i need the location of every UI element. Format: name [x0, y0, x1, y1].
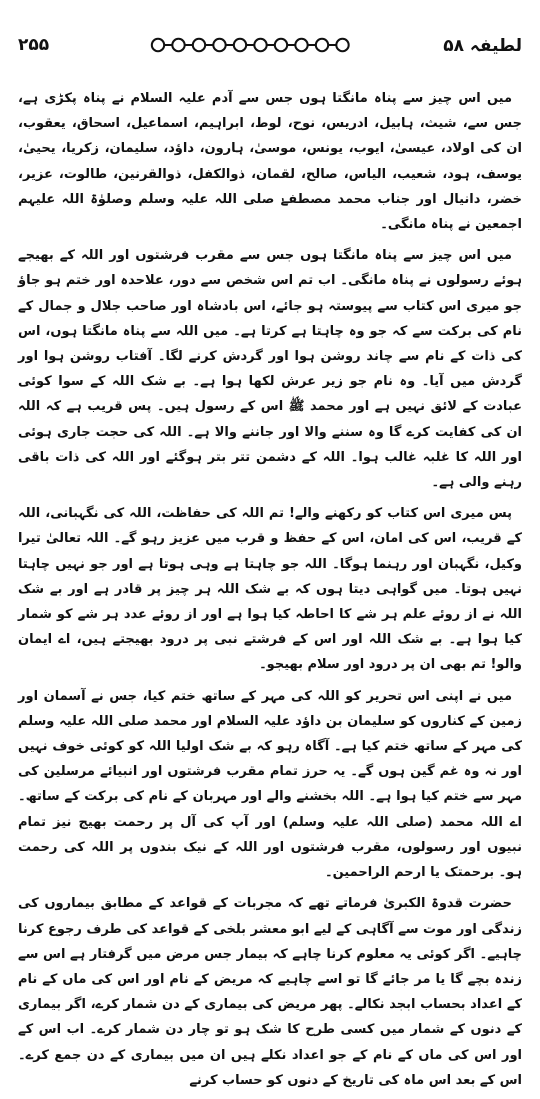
page-number: ۲۵۵: [18, 35, 50, 55]
ornament-chain-icon: [150, 37, 360, 53]
ornament-ring: [152, 39, 164, 51]
ornament-ring: [213, 39, 225, 51]
paragraph: پس میری اس کتاب کو رکھنے والے! تم اللہ کی حفاظت، اللہ کی نگہبانی، اللہ کے قریب، اس کی امان، اس کے حفظ و قرب میں عزیز رہو گے۔ اللہ تعالیٰ تیرا وکیل، نگہبان اور رہنما ہوگا۔ اللہ جو چاہتا ہے وہی ہوتا ہے اور جو نہیں چاہتا نہیں ہوتا۔ میں گواہی دیتا ہوں کہ بے شک اللہ ہر چیز پر قادر ہے اور بے شک اللہ نے از روئے علم ہر شے کا احاطہ کیا ہوا ہے اور از روئے عدد ہر شے کو شمار کیا ہوا ہے۔ بے شک اللہ اور اس کے فرشتے نبی پر درود بھیجتے ہیں، اے ایمان والو! تم بھی ان پر درود اور سلام بھیجو۔: [18, 506, 522, 673]
ornament-ring: [254, 39, 266, 51]
ornament-ring: [193, 39, 205, 51]
paragraph: میں اس چیز سے پناہ مانگتا ہوں جس سے مقرب فرشتوں اور اللہ کے بھیجے ہوئے رسولوں نے پناہ مانگی۔ اب تم اس شخص سے دور، علاحدہ اور ختم ہو جاؤ جو میری اس کتاب سے پیوستہ ہو جائے، اس بادشاہ اور صاحب جلال و جمال کے نام کی برکت سے کہ جو وہ چاہتا ہے کرتا ہے۔ میں اللہ سے پناہ مانگتا ہوں، اس کی ذات کے نام سے چاند روشن ہوا اور گردش کرنے لگا۔ آفتاب روشن ہوا اور گردش میں آیا۔ وہ نام جو زیر عرش لکھا ہوا ہے۔ بے شک اللہ کے سوا کوئی عبادت کے لائق نہیں ہے اور محمد ﷺ اس کے رسول ہیں۔ پس قریب ہے کہ اللہ ان کی کفایت کرے گا وہ سننے والا اور جاننے والا ہے۔ اللہ کی حجت جاری ہوئی اور اللہ کا غلبہ غالب ہوا۔ اللہ کے دشمن تتر بتر ہوگئے اور اللہ کی ذات باقی رہنے والی ہے۔: [18, 248, 522, 491]
ornament-ring: [295, 39, 307, 51]
page-body: [18, 86, 522, 1099]
paragraph: میں اس چیز سے پناہ مانگتا ہوں جس سے آدم علیہ السلام نے پناہ پکڑی ہے، جس سے، شیث، ہابیل، ادریس، نوح، لوط، ابراہیم، اسماعیل، اسحاق، یعقوب، ان کی اولاد، عیسیٰ، ایوب، یونس، موسیٰ، ہارون، داؤد، سلیمان، زکریا، یحییٰ، یوسف، ہود، شعیب، الیاس، صالح، لقمان، ذوالکفل، ذوالقرنین، طالوت، عزیر، خضر، دانیال اور جناب محمد مصطفےٰ صلی اللہ علیہ وسلم وصلوٰۃ اللہ علیہم اجمعین نے پناہ مانگی۔: [18, 91, 522, 233]
page-header: [18, 30, 522, 60]
paragraph: میں نے اپنی اس تحریر کو اللہ کی مہر کے ساتھ ختم کیا، جس نے آسمان اور زمین کے کناروں کو سلیمان بن داؤد علیہ السلام اور محمد صلی اللہ علیہ وسلم کی مہر کے ساتھ ختم کیا ہے۔ آگاہ رہو کہ بے شک اولیا اللہ کو کوئی خوف نہیں اور نہ وہ غم گین ہوں گے۔ یہ حرز تمام مقرب فرشتوں اور انبیائے مرسلین کی مہر سے ختم کیا ہوا ہے۔ اللہ بخشنے والے اور مہربان کے نام کی برکت کے ساتھ۔ اے اللہ محمد (صلی اللہ علیہ وسلم) اور آپ کی آل پر رحمت بھیج نیز تمام نبیوں اور رسولوں، مقرب فرشتوں اور اللہ کے نیک بندوں پر اللہ کی رحمت ہو۔ برحمتک یا ارحم الراحمین۔: [18, 688, 522, 881]
ornament-ring: [316, 39, 328, 51]
paragraph: حضرت قدوۃ الکبریٰ فرماتے تھے کہ مجربات کے قواعد کے مطابق بیماروں کی زندگی اور موت سے آگاہی کے لیے ابو معشر بلخی کے قواعد کی طرف رجوع کرنا چاہیے۔ اگر کوئی یہ معلوم کرنا چاہے کہ بیمار جس مرض میں گرفتار ہے اس سے زندہ بچے گا یا مر جائے گا تو اسے چاہیے کہ مریض کے نام اور اس کی ماں کے نام کے اعداد بحساب ابجد نکالے۔ پھر مریض کی بیماری کے دن شمار کرے، اگر بیماری کے دنوں کے شمار میں کسی طرح کا شک ہو تو چار دن شمار کرے۔ اب اس کے اور اس کی ماں کے نام کے جو اعداد نکلے ہیں ان میں بیماری کے دن جمع کرے۔ اس کے بعد اس ماہ کی تاریخ کے دنوں کو حساب کرنے: [18, 896, 522, 1088]
ornament-ring: [234, 39, 246, 51]
ornament-ring: [172, 39, 184, 51]
ornament-divider: [150, 37, 360, 53]
chapter-title: لطیفہ ۵۸: [443, 35, 522, 56]
ornament-ring: [336, 39, 348, 51]
ornament-ring: [275, 39, 287, 51]
